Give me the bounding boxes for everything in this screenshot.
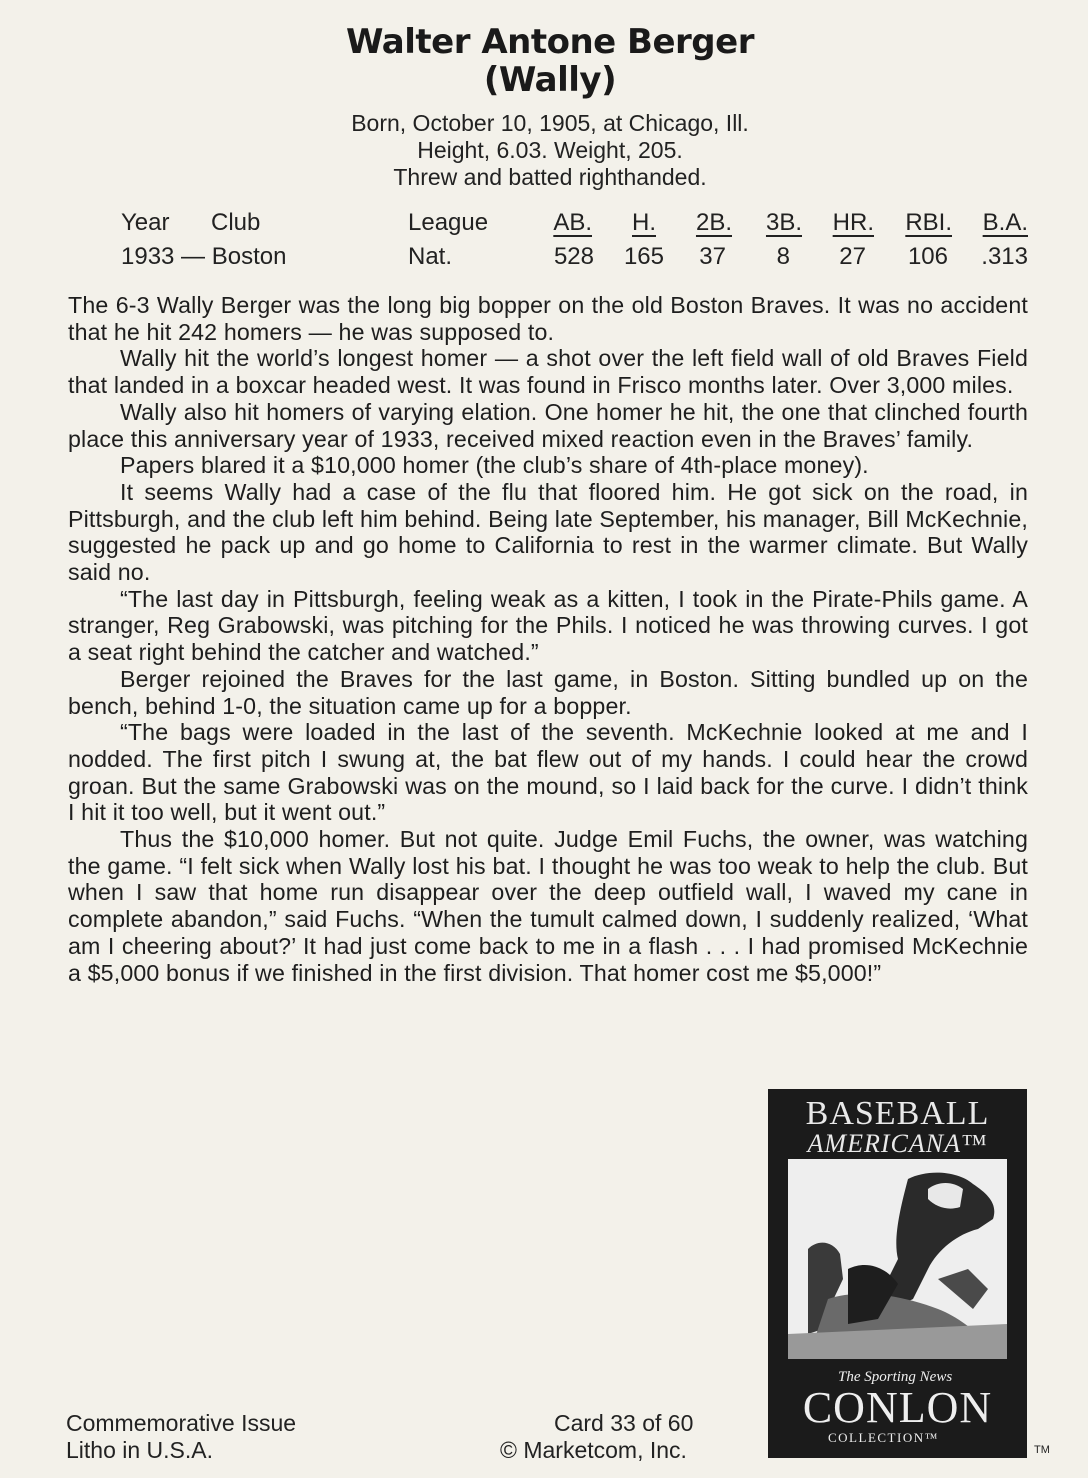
footer-card-number: Card 33 of 60 [554,1410,694,1436]
stat-header-2b: 2B. [695,209,732,236]
conlon-wordmark: The Sporting News CONLON COLLECTION™ [802,1369,993,1445]
story-paragraph: Wally hit the world’s longest homer — a shot over the left field wall of old Braves Field that landed in a boxcar headed west. It was found in Frisco months later. Over 3,000 miles. [68,345,1028,399]
bio-born: Born, October 10, 1905, at Chicago, Ill. [351,110,749,136]
story-text [68,292,1028,986]
stat-year-club: 1933 — Boston [121,243,287,270]
story-paragraph: Thus the $10,000 homer. But not quite. Judge Emil Fuchs, the owner, was watching the game. “I felt sick when Wally lost his bat. I thought he was too weak to help the club. But when I saw that home run disappear over the deep outfield wall, I waved my cane in complete abandon,” said Fuchs. “When the tumult calmed down, I suddenly realized, ‘What am I cheering about?’ It had just come back to me in a flash . . . I had promised McKechnie a $5,000 bonus if we finished in the first division. That homer cost me $5,000!” [68,826,1028,986]
stat-2b: 37 [699,243,726,270]
stat-header-ba: B.A. [982,209,1028,236]
player-nickname: (Wally) [483,60,617,100]
baseball-americana-wordmark: BASEBALL AMERICANA™ [805,1095,990,1158]
baseball-slide-photo-icon [788,1159,1007,1359]
stat-header-h: H. [632,209,656,236]
stat-header-3b: 3B. [765,209,802,236]
bio-hands: Threw and batted righthanded. [393,164,707,190]
footer-copyright: © Marketcom, Inc. [500,1437,687,1463]
story-paragraph: Wally also hit homers of varying elation. One homer he hit, the one that clinched fourth place this anniversary year of 1933, received mixed reaction even in the Braves’ family. [68,398,1028,452]
footer-litho: Litho in U.S.A. [66,1437,214,1463]
footer-issue: Commemorative Issue [66,1410,297,1436]
stat-header-rbi: RBI. [905,209,952,236]
stat-rbi: 106 [907,243,948,270]
stat-3b: 8 [776,243,790,270]
stat-header-club: Club [211,209,261,236]
story-paragraph: It seems Wally had a case of the flu that floored him. He got sick on the road, in Pittsburgh, and the club left him behind. Being late September, his manager, Bill McKechnie, suggested he pack up and go home to California to rest in the warmer climate. But Wally said no. [68,478,1028,586]
bio-size: Height, 6.03. Weight, 205. [417,137,683,163]
stat-ab: 528 [553,243,594,270]
trademark-mark: TM [1034,1444,1050,1456]
stat-header-league: League [408,209,489,236]
story-paragraph: The 6-3 Wally Berger was the long big bopper on the old Boston Braves. It was no accident that he hit 242 homers — he was supposed to. [68,292,1028,345]
stat-hr: 27 [839,243,866,270]
stat-header-hr: HR. [832,209,874,236]
player-name: Walter Antone Berger [346,22,754,62]
stat-header-ab: AB. [553,209,592,236]
vintage-photo-image [788,1159,1007,1359]
stat-ba: .313 [981,243,1028,270]
stat-h: 165 [623,243,664,270]
story-paragraph: “The last day in Pittsburgh, feeling weak as a kitten, I took in the Pirate-Phils game. A stranger, Reg Grabowski, was pitching for the Phils. I noticed he was throwing curves. I got a seat right behind the catcher and watched.” [68,585,1028,666]
story-paragraph: Berger rejoined the Braves for the last game, in Boston. Sitting bundled up on the bench, behind 1-0, the situation came up for a bopper. [68,665,1028,719]
stat-header-year: Year [121,209,170,236]
story-paragraph: Papers blared it a $10,000 homer (the club’s share of 4th-place money). [120,452,869,479]
stat-league: Nat. [408,243,453,270]
conlon-collection-logo [768,1089,1027,1458]
story-paragraph: “The bags were loaded in the last of the seventh. McKechnie looked at me and I nodded. The first pitch I swung at, the bat flew out of my hands. I could hear the crowd groan. But the same Grabowski was on the mound, so I laid back for the curve. I didn’t think I hit it too well, but it went out.” [68,719,1028,826]
